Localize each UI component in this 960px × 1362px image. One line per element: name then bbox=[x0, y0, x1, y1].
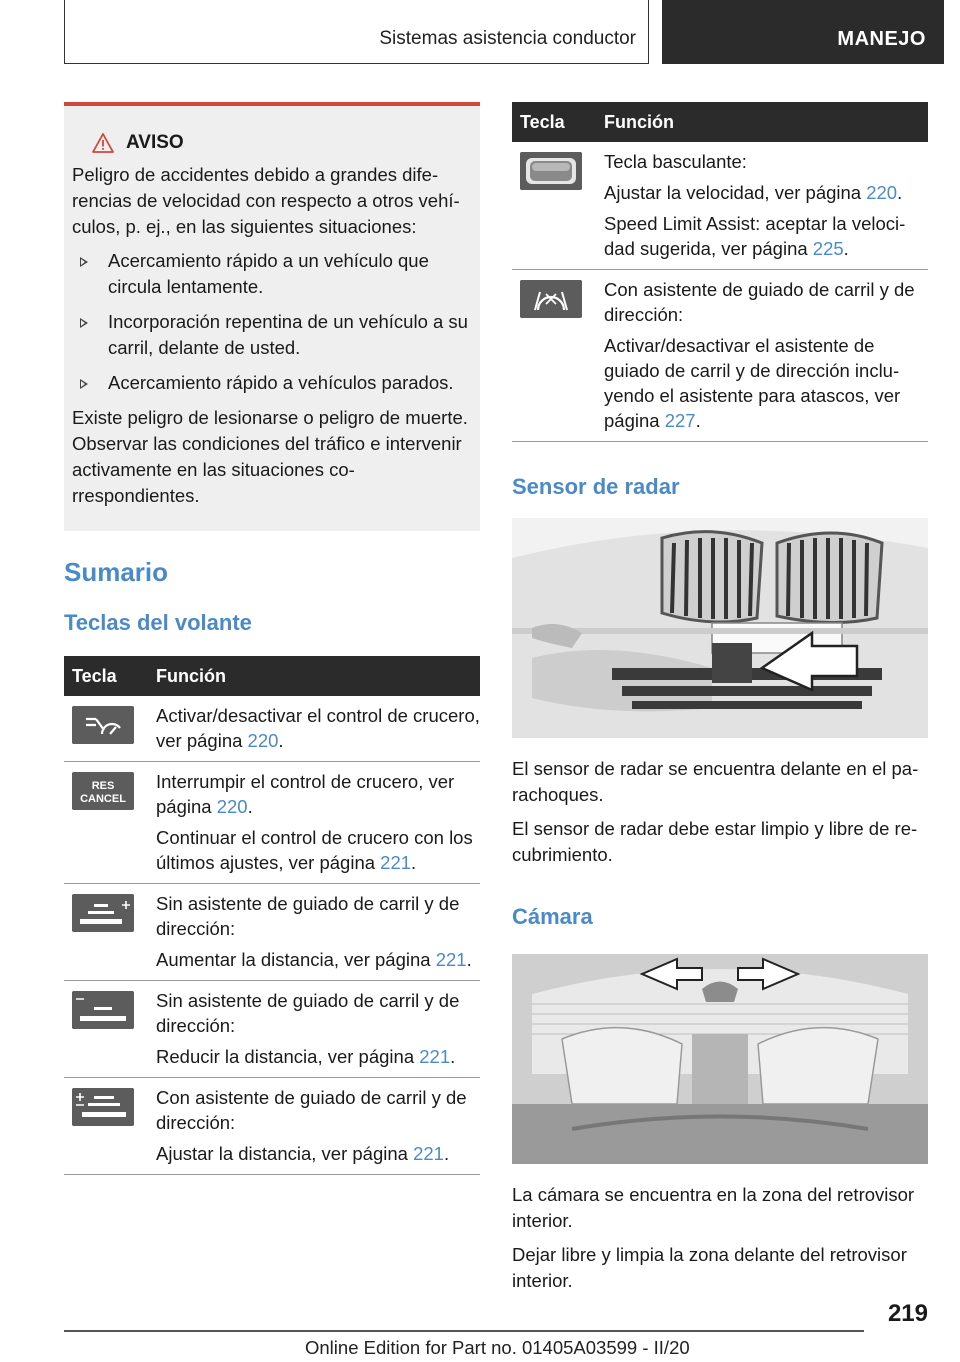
page-link[interactable]: 220 bbox=[247, 730, 279, 751]
page-link[interactable]: 220 bbox=[866, 182, 898, 203]
function-text: Activar/desactivar el asistente de guiado de carril y de dirección incluyendo el asistente para atascos, ver página 227. bbox=[604, 335, 901, 431]
page-link[interactable]: 221 bbox=[413, 1143, 444, 1164]
header-title: Sistemas asistencia conductor bbox=[379, 28, 636, 49]
function-text: Con asistente de guiado de carril y de dirección: bbox=[604, 279, 915, 325]
page-number: 219 bbox=[887, 1300, 928, 1327]
warning-bullets bbox=[72, 248, 470, 396]
svg-text:CANCEL: CANCEL bbox=[80, 793, 126, 805]
camera-title: Cámara bbox=[512, 904, 593, 929]
camera-image bbox=[512, 954, 928, 1164]
camera-text-1: La cámara se encuentra en la zona del retrovisor interior. bbox=[512, 1184, 915, 1231]
table-row bbox=[64, 762, 480, 884]
col-header-function: Función bbox=[596, 102, 928, 142]
table-row bbox=[64, 696, 480, 762]
bullet-triangle-icon bbox=[80, 318, 88, 328]
col-header-function: Función bbox=[148, 656, 480, 696]
svg-text:RES: RES bbox=[91, 780, 115, 792]
right-column bbox=[512, 102, 928, 1302]
distance-minus-icon bbox=[72, 991, 134, 1029]
table-row bbox=[64, 884, 480, 981]
page-link[interactable]: 221 bbox=[380, 852, 412, 873]
warning-outro: Existe peligro de lesionarse o peligro de muerte. Observar las condiciones del tráfico e intervenir activamente en las situaciones correspondientes. bbox=[72, 407, 468, 506]
table-header-row bbox=[64, 656, 480, 696]
warning-heading bbox=[92, 132, 470, 154]
bullet-triangle-icon bbox=[80, 379, 88, 389]
function-text: Activar/desactivar el control de crucero, ver página 220. bbox=[156, 705, 480, 751]
function-text: Aumentar la distancia, ver página 221. bbox=[156, 949, 472, 970]
bullet-text: Acercamiento rápido a vehículos parados. bbox=[108, 372, 454, 393]
distance-adjust-icon bbox=[72, 1088, 134, 1126]
table-row bbox=[64, 981, 480, 1078]
steering-keys-table bbox=[64, 656, 480, 1175]
footer-edition: Online Edition for Part no. 01405A03599 - II/20 bbox=[305, 1337, 690, 1358]
list-item bbox=[72, 370, 470, 396]
function-text: Con asistente de guiado de carril y de dirección: bbox=[156, 1087, 467, 1133]
warning-box bbox=[64, 102, 480, 531]
header-section-box bbox=[662, 0, 944, 64]
lane-steering-assist-icon bbox=[520, 280, 582, 318]
table-row bbox=[512, 142, 928, 270]
radar-sensor-image bbox=[512, 518, 928, 738]
function-text: Interrumpir el control de crucero, ver página 220. bbox=[156, 771, 455, 817]
function-text: Ajustar la velocidad, ver página 220. bbox=[604, 182, 903, 203]
function-text: Speed Limit Assist: aceptar la velocidad sugerida, ver página 225. bbox=[604, 213, 906, 259]
summary-title: Sumario bbox=[64, 557, 169, 587]
list-item bbox=[72, 309, 470, 361]
camera-text-2: Dejar libre y limpia la zona delante del retrovisor interior. bbox=[512, 1244, 907, 1291]
radar-title: Sensor de radar bbox=[512, 474, 680, 499]
col-header-key: Tecla bbox=[64, 656, 148, 696]
radar-text-2: El sensor de radar debe estar limpio y libre de recubrimiento. bbox=[512, 818, 918, 865]
steering-keys-title: Teclas del volante bbox=[64, 610, 252, 635]
rocker-switch-icon bbox=[520, 152, 582, 190]
bullet-text: Acercamiento rápido a un vehículo que circula lentamente. bbox=[108, 250, 429, 297]
page-link[interactable]: 225 bbox=[812, 238, 844, 259]
cruise-control-icon bbox=[72, 706, 134, 744]
header-left-box bbox=[64, 0, 649, 64]
bullet-text: Incorporación repentina de un vehículo a su carril, delante de usted. bbox=[108, 311, 468, 358]
function-text: Sin asistente de guiado de carril y de dirección: bbox=[156, 990, 460, 1036]
page-link[interactable]: 227 bbox=[664, 410, 696, 431]
function-text: Continuar el control de crucero con los últimos ajustes, ver página 221. bbox=[156, 827, 473, 873]
page-link[interactable]: 220 bbox=[216, 796, 248, 817]
function-text: Sin asistente de guiado de carril y de dirección: bbox=[156, 893, 460, 939]
left-column bbox=[64, 102, 480, 1175]
distance-plus-icon bbox=[72, 894, 134, 932]
table-row bbox=[512, 270, 928, 442]
function-text: Ajustar la distancia, ver página 221. bbox=[156, 1143, 450, 1164]
footer-divider bbox=[64, 1330, 864, 1332]
col-header-key: Tecla bbox=[512, 102, 596, 142]
function-text: Tecla basculante: bbox=[604, 151, 747, 172]
page-link[interactable]: 221 bbox=[435, 949, 467, 970]
res-cancel-icon bbox=[72, 772, 134, 810]
table-row bbox=[64, 1078, 480, 1175]
bullet-triangle-icon bbox=[80, 257, 88, 267]
warning-triangle-icon bbox=[92, 133, 114, 153]
header-section-label: MANEJO bbox=[837, 28, 926, 50]
warning-intro: Peligro de accidentes debido a grandes diferencias de velocidad con respecto a otros vehículos, p. ej., en las siguientes situaciones: bbox=[72, 164, 460, 237]
table-header-row bbox=[512, 102, 928, 142]
warning-title: AVISO bbox=[126, 132, 184, 153]
list-item bbox=[72, 248, 470, 300]
steering-keys-table-continued bbox=[512, 102, 928, 442]
function-text: Reducir la distancia, ver página 221. bbox=[156, 1046, 456, 1067]
radar-text-1: El sensor de radar se encuentra delante en el parachoques. bbox=[512, 758, 919, 805]
page-link[interactable]: 221 bbox=[419, 1046, 451, 1067]
